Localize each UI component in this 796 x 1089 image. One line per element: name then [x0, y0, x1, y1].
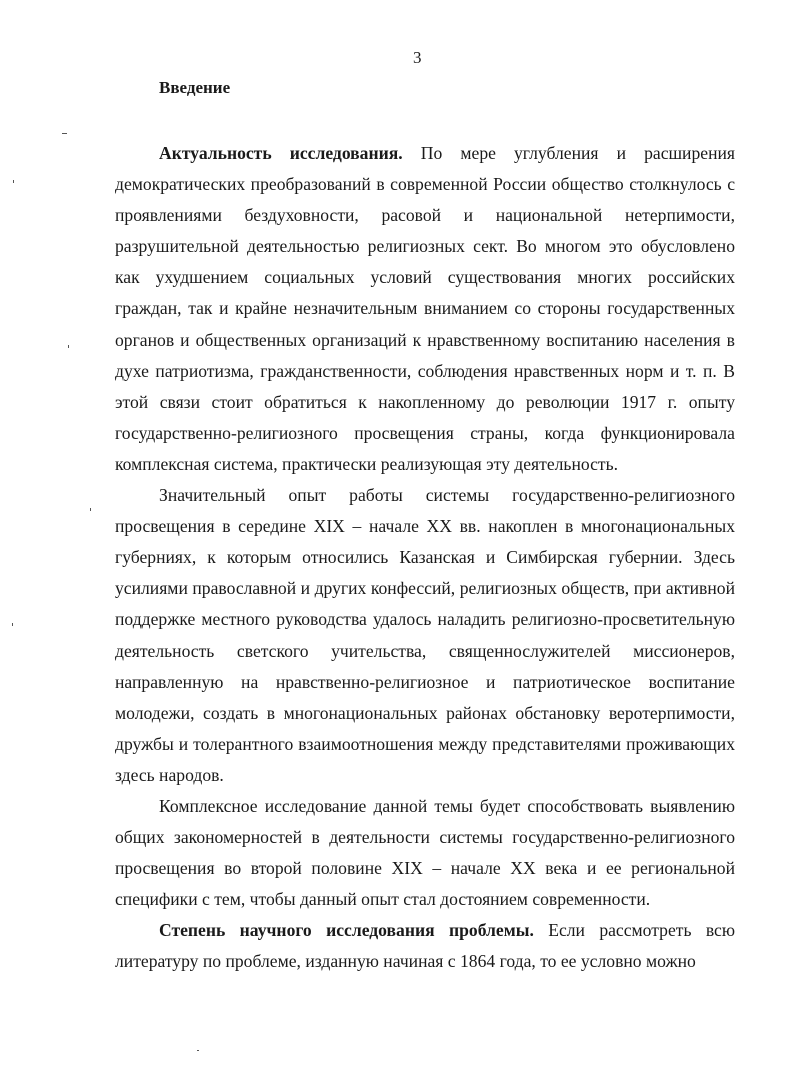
- document-body: [115, 138, 735, 978]
- scan-mark: [68, 345, 69, 348]
- paragraph-experience: [115, 480, 735, 791]
- paragraph-text: Если рассмотреть всю литературу по проблеме, изданную начиная с 1864 года, то ее условно можно: [115, 920, 735, 972]
- section-heading: Введение: [159, 78, 231, 97]
- paragraph-text: Комплексное исследование данной темы будет способствовать выявлению общих закономерностей в деятельности системы государственно-религиозного просвещения во второй половине XIX – начале XX века и ее региональной специфики с тем, чтобы данный опыт стал достоянием современности.: [115, 795, 735, 910]
- scan-mark: [12, 623, 13, 626]
- paragraph-text: Значительный опыт работы системы государственно-религиозного просвещения в середине XIX – начале XX вв. накоплен в многонациональных губерниях, к которым относились Казанская и Симбирская губернии. Здесь усилиями православной и других конфессий, религиозных обществ, при активной поддержке местного руководства удалось наладить религиозно-просветительную деятельность светского учительства, священнослужителей миссионеров, направленную на нравственно-религиозное и патриотическое воспитание молодежи, создать в многонациональных районах обстановку веротерпимости, дружбы и толерантного взаимоотношения между представителями проживающих здесь народов.: [115, 485, 735, 785]
- paragraph-degree-of-study: [115, 915, 735, 977]
- scan-mark: [13, 180, 14, 183]
- paragraph-lead: Степень научного исследования проблемы.: [159, 920, 534, 941]
- paragraph-lead: Актуальность исследования.: [159, 143, 403, 163]
- scan-mark: [90, 508, 91, 511]
- paragraph-text: По мере углубления и расширения демократических преобразований в современной России общество столкнулось с проявлениями бездуховности, расовой и национальной нетерпимости, разрушительной деятельностью религиозных сект. Во многом это обусловлено как ухудшением социальных условий существования многих российских граждан, так и крайне незначительным вниманием со стороны государственных органов и общественных организаций к нравственному воспитанию населения в духе патриотизма, гражданственности, соблюдения нравственных норм и т. п. В этой связи стоит обратиться к накопленному до революции 1917 г. опыту государственно-религиозного просвещения страны, когда функционировала комплексная система, практически реализующая эту деятельность.: [115, 143, 736, 474]
- scan-mark: [197, 1050, 199, 1051]
- paragraph-complex-study: [115, 791, 735, 915]
- paragraph-relevance: [115, 138, 735, 480]
- page-number: 3: [413, 48, 422, 67]
- scan-mark: [62, 133, 67, 134]
